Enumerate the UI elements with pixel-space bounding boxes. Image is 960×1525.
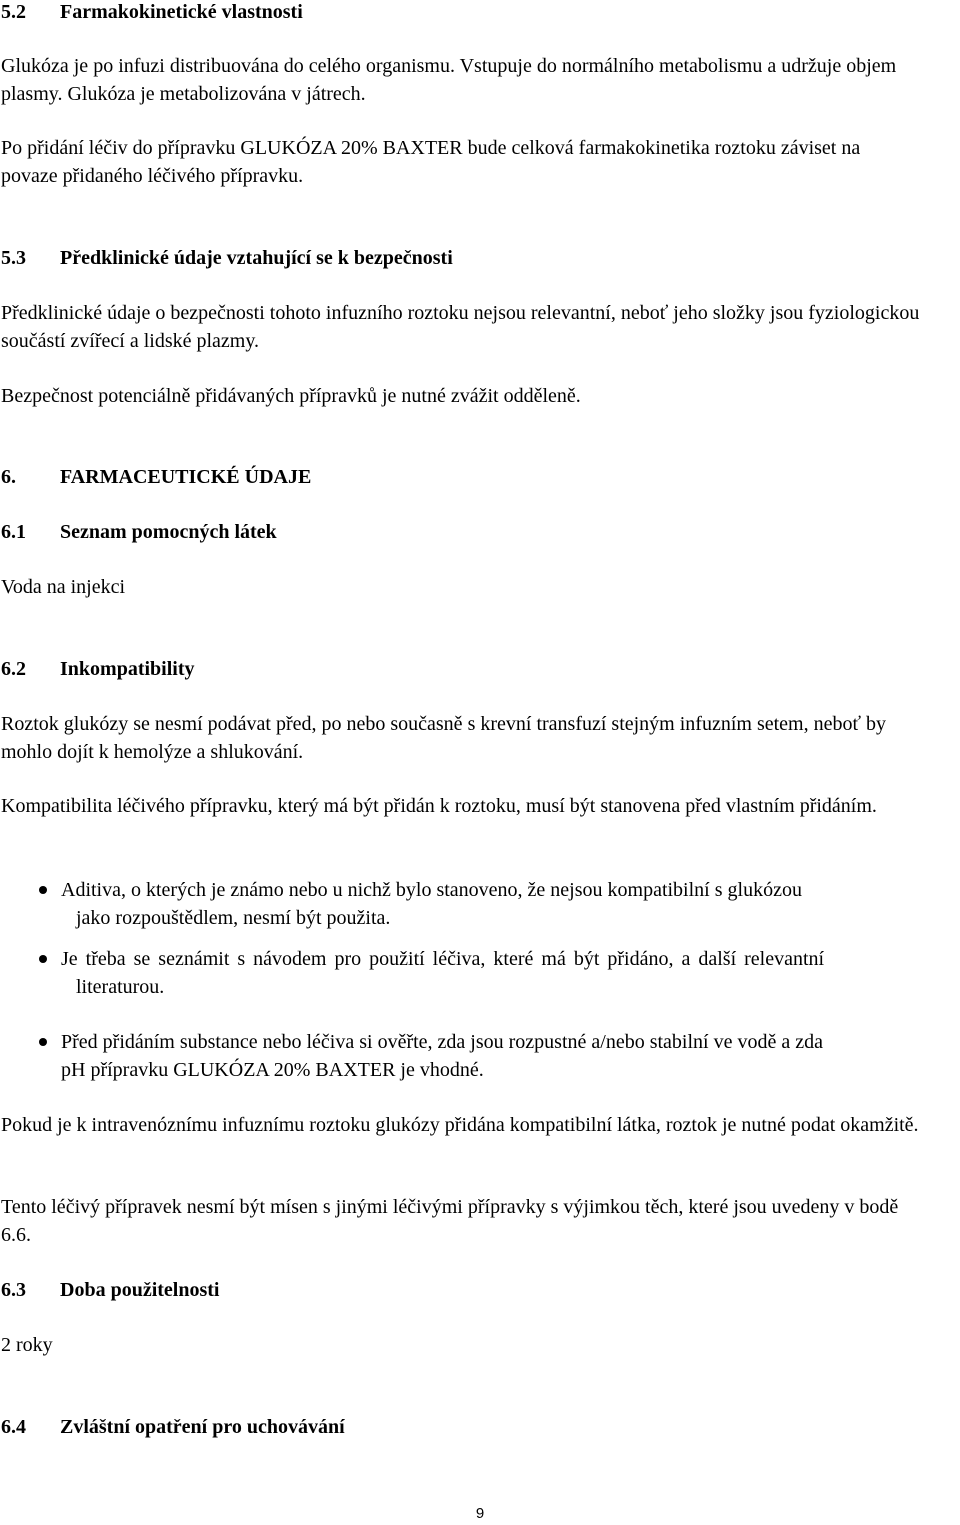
paragraph-6-2-b: Kompatibilita léčivého přípravku, který má být přidán k roztoku, musí být stanovena před vlastním přidáním. [1, 795, 877, 817]
section-title: Inkompatibility [60, 658, 195, 680]
heading-6-3 [1, 1276, 956, 1304]
section-title: Zvláštní opatření pro uchovávání [60, 1416, 345, 1438]
heading-6-1 [1, 518, 956, 546]
bullet-line: Před přidáním substance nebo léčiva si ověřte, zda jsou rozpustné a/nebo stabilní ve vodě a zda [61, 1031, 823, 1053]
bullet-item [1, 876, 960, 932]
paragraph-6-2-a: Roztok glukózy se nesmí podávat před, po nebo současně s krevní transfuzí stejným infuzním setem, neboť by mohlo dojít k hemolýze a shlukování. [1, 713, 887, 763]
bullet-line: pH přípravku GLUKÓZA 20% BAXTER je vhodné. [61, 1059, 484, 1081]
section-title: Předklinické údaje vztahující se k bezpečnosti [60, 247, 453, 269]
paragraph-5-2-a: Glukóza je po infuzi distribuována do celého organismu. Vstupuje do normálního metabolismu a udržuje objem plasmy. Glukóza je metabolizována v játrech. [1, 55, 897, 105]
paragraph-6-2-c: Pokud je k intravenóznímu infuznímu roztoku glukózy přidána kompatibilní látka, roztok je nutné podat okamžitě. [1, 1114, 919, 1136]
paragraph-5-3-b: Bezpečnost potenciálně přidávaných přípravků je nutné zvážit odděleně. [1, 385, 581, 407]
bullet-item [1, 945, 960, 1001]
heading-5-3 [1, 244, 956, 272]
bullet-line: literaturou. [76, 976, 165, 998]
section-number: 6. [1, 466, 16, 488]
page-number: 9 [475, 1505, 485, 1522]
bullet-item [1, 1028, 960, 1084]
bullet-line: Je třeba se seznámit s návodem pro použití léčiva, které má být přidáno, a další relevantní [61, 948, 825, 970]
section-title: Doba použitelnosti [60, 1279, 220, 1301]
section-number: 5.2 [1, 1, 26, 23]
paragraph-6-1: Voda na injekci [1, 576, 126, 598]
section-title: FARMACEUTICKÉ ÚDAJE [60, 466, 312, 488]
paragraph-6-2-d: Tento léčivý přípravek nesmí být mísen s jinými léčivými přípravky s výjimkou těch, které jsou uvedeny v bodě 6.6. [1, 1196, 899, 1246]
heading-6-2 [1, 655, 956, 683]
heading-6 [1, 463, 956, 491]
bullet-line: jako rozpouštědlem, nesmí být použita. [76, 907, 391, 929]
bullet-dot-icon [39, 955, 47, 963]
bullet-line: Aditiva, o kterých je známo nebo u nichž bylo stanoveno, že nejsou kompatibilní s glukózou [61, 879, 802, 901]
section-number: 6.4 [1, 1416, 26, 1438]
section-number: 6.2 [1, 658, 26, 680]
bullet-dot-icon [39, 886, 47, 894]
section-number: 5.3 [1, 247, 26, 269]
paragraph-5-3-a: Předklinické údaje o bezpečnosti tohoto infuzního roztoku nejsou relevantní, neboť jeho složky jsou fyziologickou součástí zvířecí a lidské plazmy. [1, 302, 920, 352]
section-number: 6.1 [1, 521, 26, 543]
heading-6-4 [1, 1413, 956, 1441]
heading-5-2 [1, 0, 956, 26]
section-title: Farmakokinetické vlastnosti [60, 1, 303, 23]
section-number: 6.3 [1, 1279, 26, 1301]
section-title: Seznam pomocných látek [60, 521, 277, 543]
paragraph-6-3: 2 roky [1, 1334, 53, 1356]
paragraph-5-2-b: Po přidání léčiv do přípravku GLUKÓZA 20% BAXTER bude celková farmakokinetika roztoku záviset na povaze přidaného léčivého přípravku. [1, 137, 861, 187]
bullet-dot-icon [39, 1038, 47, 1046]
